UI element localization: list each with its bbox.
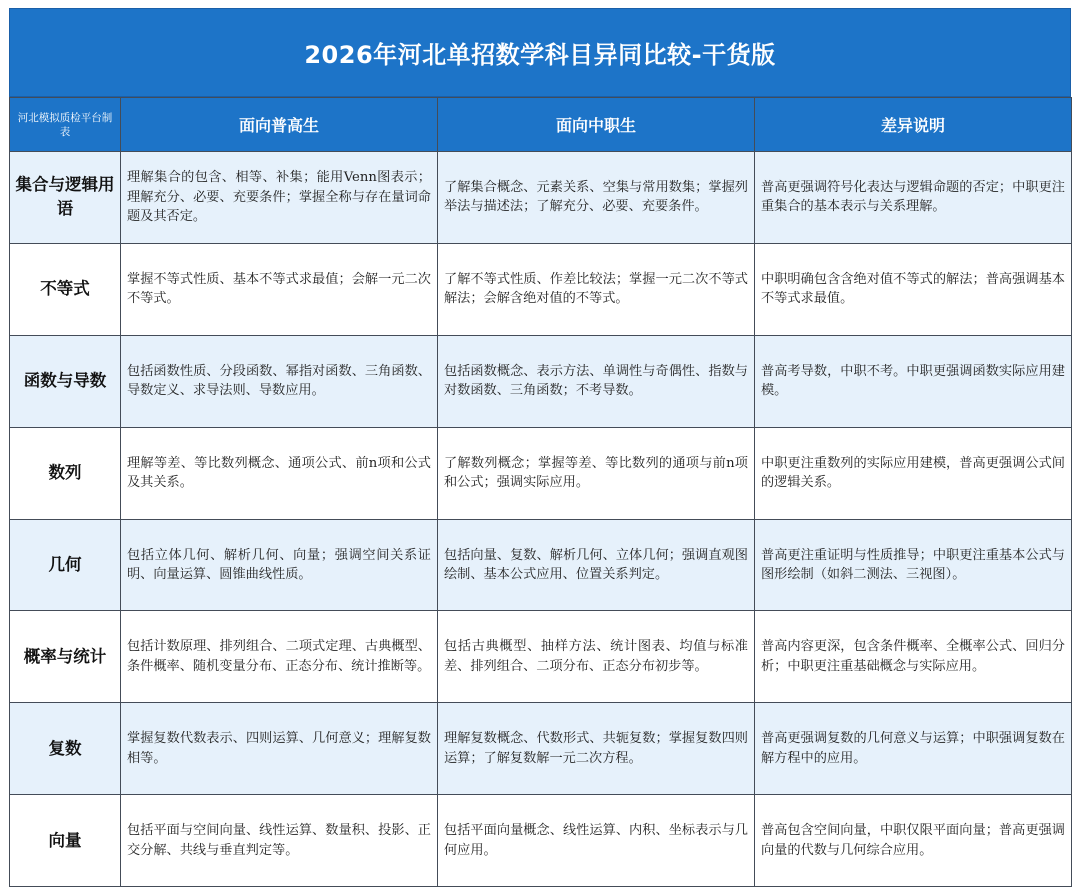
header-general-students: 面向普高生 <box>121 98 438 152</box>
general-cell: 包括立体几何、解析几何、向量；强调空间关系证明、向量运算、圆锥曲线性质。 <box>121 519 438 611</box>
difference-cell: 普高更强调符号化表达与逻辑命题的否定；中职更注重集合的基本表示与关系理解。 <box>755 152 1072 244</box>
difference-cell: 中职明确包含含绝对值不等式的解法；普高强调基本不等式求最值。 <box>755 243 1072 335</box>
comparison-table <box>9 97 1072 887</box>
difference-cell: 普高更强调复数的几何意义与运算；中职强调复数在解方程中的应用。 <box>755 703 1072 795</box>
general-cell: 理解集合的包含、相等、补集；能用Venn图表示；理解充分、必要、充要条件；掌握全称与存在量词命题及其否定。 <box>121 152 438 244</box>
table-row <box>10 335 1072 427</box>
table-header-row <box>10 98 1072 152</box>
general-cell: 包括函数性质、分段函数、幂指对函数、三角函数、导数定义、求导法则、导数应用。 <box>121 335 438 427</box>
page-title: 2026年河北单招数学科目异同比较-干货版 <box>9 8 1071 97</box>
difference-cell: 普高内容更深，包含条件概率、全概率公式、回归分析；中职更注重基础概念与实际应用。 <box>755 611 1072 703</box>
difference-cell: 普高包含空间向量，中职仅限平面向量；普高更强调向量的代数与几何综合应用。 <box>755 795 1072 887</box>
table-row <box>10 427 1072 519</box>
topic-cell: 复数 <box>10 703 121 795</box>
difference-cell: 普高考导数，中职不考。中职更强调函数实际应用建模。 <box>755 335 1072 427</box>
vocational-cell: 了解集合概念、元素关系、空集与常用数集；掌握列举法与描述法；了解充分、必要、充要条件。 <box>438 152 755 244</box>
vocational-cell: 包括函数概念、表示方法、单调性与奇偶性、指数与对数函数、三角函数；不考导数。 <box>438 335 755 427</box>
topic-cell: 集合与逻辑用语 <box>10 152 121 244</box>
difference-cell: 中职更注重数列的实际应用建模，普高更强调公式间的逻辑关系。 <box>755 427 1072 519</box>
general-cell: 理解等差、等比数列概念、通项公式、前n项和公式及其关系。 <box>121 427 438 519</box>
general-cell: 掌握复数代数表示、四则运算、几何意义；理解复数相等。 <box>121 703 438 795</box>
table-row <box>10 703 1072 795</box>
topic-cell: 数列 <box>10 427 121 519</box>
comparison-sheet <box>9 8 1071 886</box>
table-row <box>10 611 1072 703</box>
vocational-cell: 包括平面向量概念、线性运算、内积、坐标表示与几何应用。 <box>438 795 755 887</box>
general-cell: 掌握不等式性质、基本不等式求最值；会解一元二次不等式。 <box>121 243 438 335</box>
vocational-cell: 包括向量、复数、解析几何、立体几何；强调直观图绘制、基本公式应用、位置关系判定。 <box>438 519 755 611</box>
table-row <box>10 519 1072 611</box>
vocational-cell: 了解数列概念；掌握等差、等比数列的通项与前n项和公式；强调实际应用。 <box>438 427 755 519</box>
vocational-cell: 了解不等式性质、作差比较法；掌握一元二次不等式解法；会解含绝对值的不等式。 <box>438 243 755 335</box>
header-vocational-students: 面向中职生 <box>438 98 755 152</box>
corner-credit: 河北模拟质检平台制表 <box>10 98 121 152</box>
general-cell: 包括平面与空间向量、线性运算、数量积、投影、正交分解、共线与垂直判定等。 <box>121 795 438 887</box>
topic-cell: 函数与导数 <box>10 335 121 427</box>
difference-cell: 普高更注重证明与性质推导；中职更注重基本公式与图形绘制（如斜二测法、三视图）。 <box>755 519 1072 611</box>
header-difference-notes: 差异说明 <box>755 98 1072 152</box>
general-cell: 包括计数原理、排列组合、二项式定理、古典概型、条件概率、随机变量分布、正态分布、统计推断等。 <box>121 611 438 703</box>
vocational-cell: 包括古典概型、抽样方法、统计图表、均值与标准差、排列组合、二项分布、正态分布初步等。 <box>438 611 755 703</box>
vocational-cell: 理解复数概念、代数形式、共轭复数；掌握复数四则运算；了解复数解一元二次方程。 <box>438 703 755 795</box>
table-row <box>10 152 1072 244</box>
table-row <box>10 243 1072 335</box>
topic-cell: 向量 <box>10 795 121 887</box>
topic-cell: 几何 <box>10 519 121 611</box>
table-row <box>10 795 1072 887</box>
topic-cell: 概率与统计 <box>10 611 121 703</box>
topic-cell: 不等式 <box>10 243 121 335</box>
